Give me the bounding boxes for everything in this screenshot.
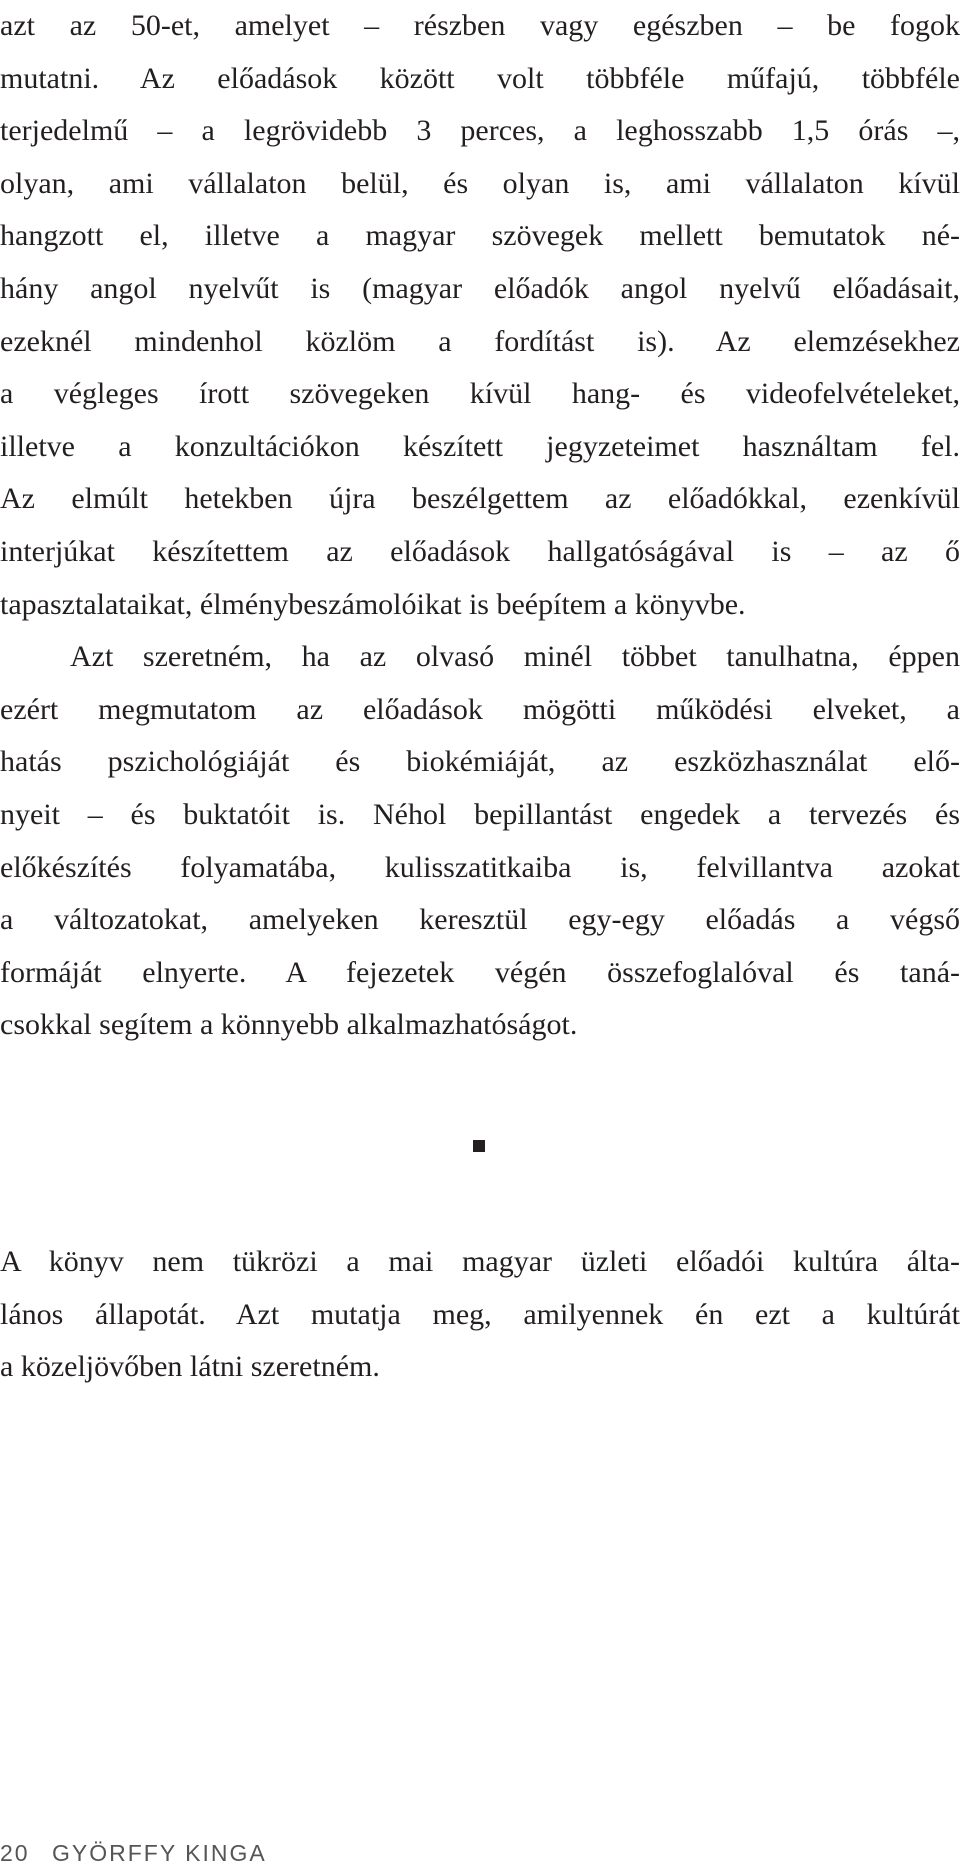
page-number: 20 [0,1840,30,1866]
text-line: előkészítés folyamatába, kulisszatitkaiba is, felvillantva azokat [0,850,960,884]
text-line: a végleges írott szövegeken kívül hang- és videofelvételeket, [0,377,960,411]
text-line: tapasztalataikat, élménybeszámolóikat is beépítem a könyvbe. [0,587,746,621]
text-line: lános állapotát. Azt mutatja meg, amilyennek én ezt a kultúrát [0,1297,960,1331]
text-line: A könyv nem tükrözi a mai magyar üzleti előadói kultúra álta- [0,1245,960,1278]
text-line: ezért megmutatom az előadások mögötti működési elveket, a [0,692,960,726]
text-line: olyan, ami vállalaton belül, és olyan is, ami vállalaton kívül [0,166,960,200]
text-line: nyeit – és buktatóit is. Néhol bepillantást engedek a tervezés és [0,797,960,831]
text-line: mutatni. Az előadások között volt többféle műfajú, többféle [0,61,960,95]
page-footer [0,1840,267,1867]
text-line: Azt szeretném, ha az olvasó minél többet tanulhatna, éppen [70,640,960,674]
text-line: hangzott el, illetve a magyar szövegek mellett bemutatok né- [0,219,960,253]
text-line: ezeknél mindenhol közlöm a fordítást is). Az elemzésekhez [0,324,960,358]
section-separator-mark [473,1140,485,1152]
text-line: formáját elnyerte. A fejezetek végén összefoglalóval és taná- [0,955,960,989]
text-line: hány angol nyelvűt is (magyar előadók angol nyelvű előadásait, [0,271,960,305]
text-line: Az elmúlt hetekben újra beszélgettem az előadókkal, ezenkívül [0,482,960,516]
author-name: GYÖRFFY KINGA [51,1840,267,1866]
text-line: azt az 50-et, amelyet – részben vagy egészben – be fogok [0,9,960,42]
text-line: interjúkat készítettem az előadások hallgatóságával is – az ő [0,534,960,568]
text-line: a közeljövőben látni szeretném. [0,1350,380,1384]
text-line: csokkal segítem a könnyebb alkalmazhatóságot. [0,1008,578,1042]
text-line: terjedelmű – a legrövidebb 3 perces, a leghosszabb 1,5 órás –, [0,114,960,148]
body-text-section-2 [0,1236,960,1394]
text-line: hatás pszichológiáját és biokémiáját, az eszközhasználat elő- [0,745,960,779]
text-line: illetve a konzultációkon készített jegyzeteimet használtam fel. [0,429,960,463]
text-line: a változatokat, amelyeken keresztül egy-egy előadás a végső [0,903,960,937]
